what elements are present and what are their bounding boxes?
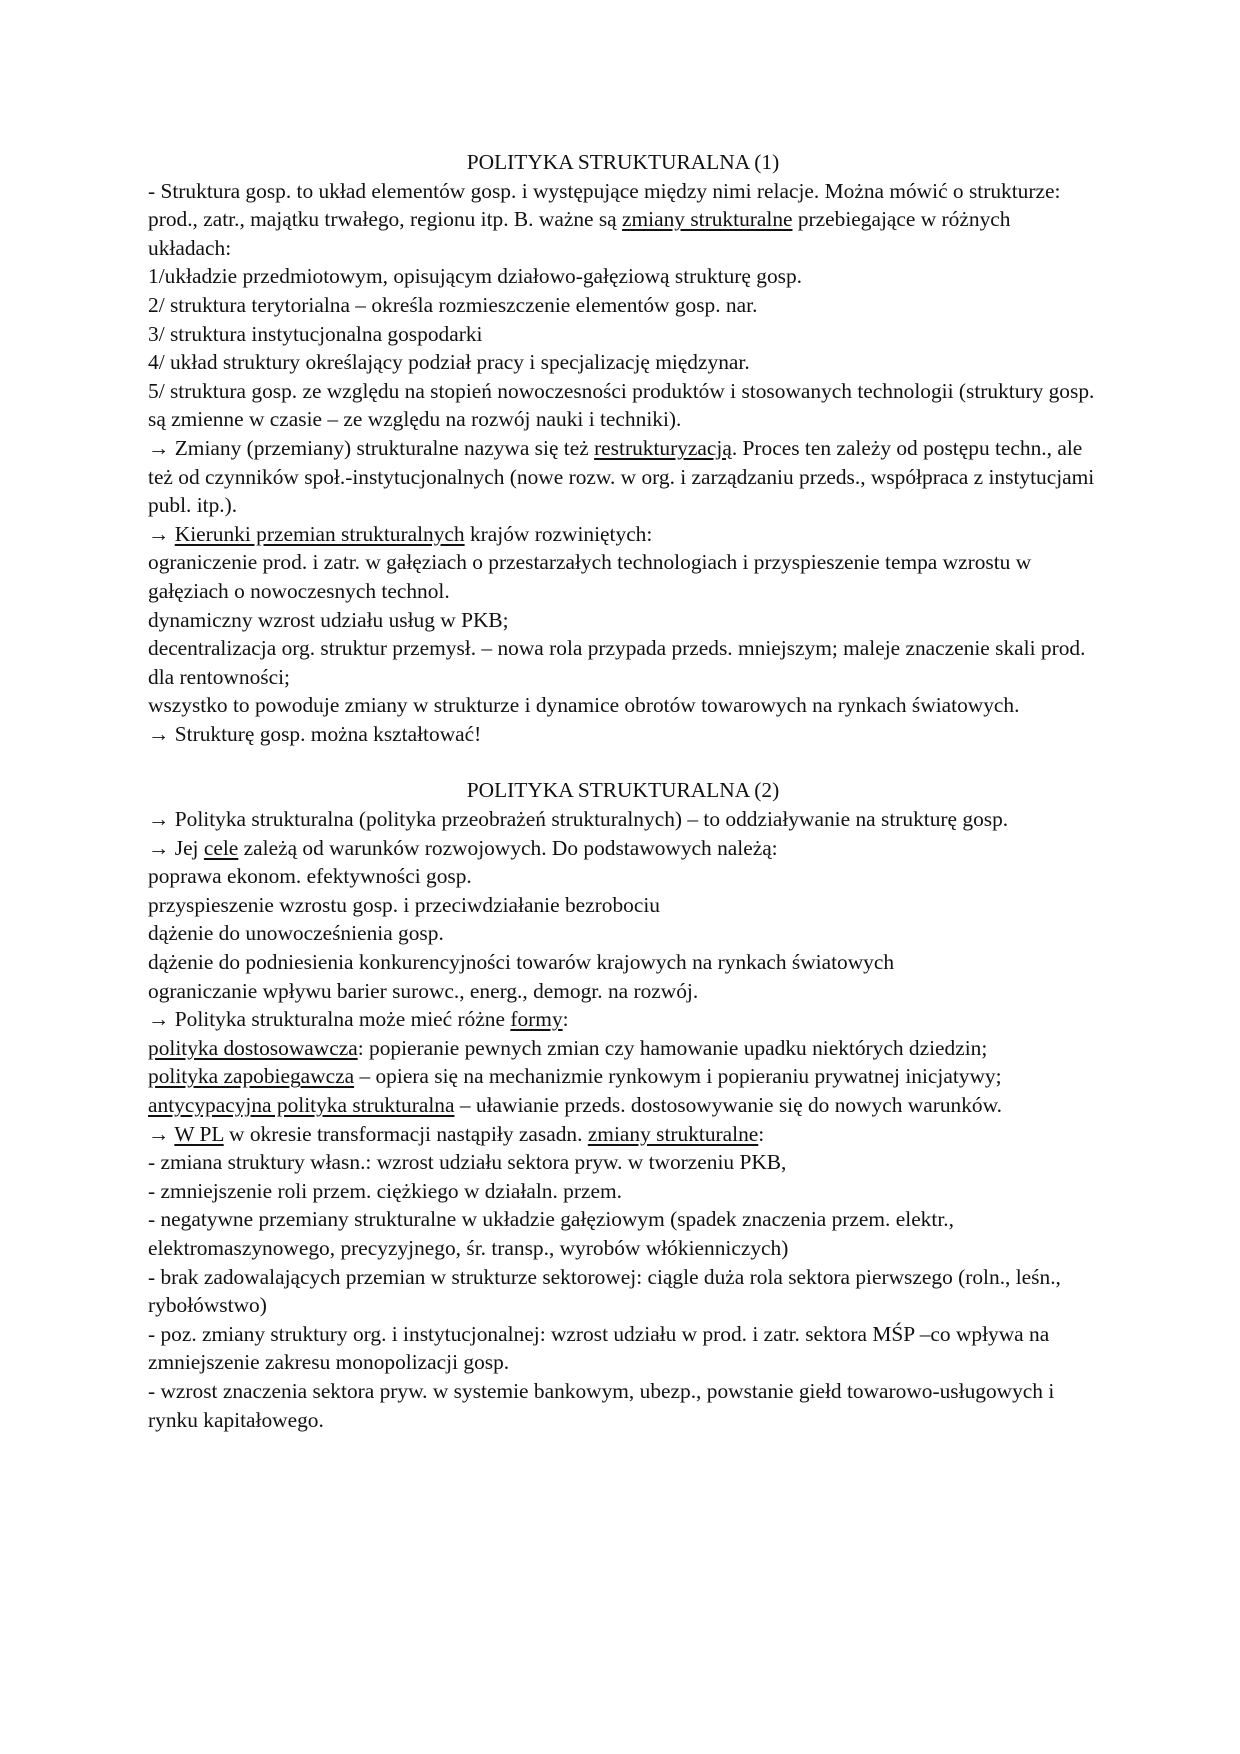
- underlined-term: cele: [203, 835, 239, 860]
- list-item: polityka zapobiegawcza – opiera się na mechanizmie rynkowym i popieraniu prywatnej inicjatywy;: [148, 1064, 1002, 1089]
- list-item: dynamiczny wzrost udziału usług w PKB;: [148, 607, 509, 632]
- paragraph-structure-definition: - Struktura gosp. to układ elementów gosp. i występujące między nimi relacje. Można mówić o strukturze: prod., zatr., majątku trwałego, regionu itp. B. ważne są zmiany strukturalne przebiegające w różnych układach:: [148, 178, 1061, 260]
- list-item: antycypacyjna polityka strukturalna – uławianie przeds. dostosowywanie się do nowych warunków.: [148, 1093, 1003, 1117]
- underlined-term: zmiany strukturalne: [587, 1121, 759, 1146]
- underlined-term: polityka dostosowawcza: [148, 1035, 358, 1060]
- list-item: 2/ struktura terytorialna – określa rozmieszczenie elementów gosp. nar.: [148, 292, 758, 317]
- underlined-term: zmiany strukturalne: [622, 207, 793, 232]
- list-item: dążenie do unowocześnienia gosp.: [148, 921, 444, 946]
- list-item: polityka dostosowawcza: popieranie pewnych zmian czy hamowanie upadku niektórych dziedzin;: [148, 1035, 988, 1060]
- list-item: przyspieszenie wzrostu gosp. i przeciwdziałanie bezrobociu: [148, 892, 660, 917]
- list-item: 5/ struktura gosp. ze względu na stopień nowoczesności produktów i stosowanych technologii (struktury gosp. są zmienne w czasie – ze względu na rozwój nauki i techniki).: [148, 378, 1095, 432]
- underlined-term: restrukturyzacją: [594, 435, 732, 460]
- list-item: - negatywne przemiany strukturalne w układzie gałęziowym (spadek znaczenia przem. elektr., elektromaszynowego, precyzyjnego, śr. transp., wyrobów włókienniczych): [148, 1207, 954, 1260]
- list-item: 1/układzie przedmiotowym, opisującym działowo-gałęziową strukturę gosp.: [148, 264, 803, 289]
- list-item: 4/ układ struktury określający podział pracy i specjalizację międzynar.: [148, 350, 750, 375]
- list-item: ograniczenie prod. i zatr. w gałęziach o przestarzałych technologiach i przyspieszenie tempa wzrostu w gałęziach o nowoczesnych technol.: [148, 550, 1032, 603]
- underlined-term: formy: [510, 1007, 563, 1032]
- document-page: [148, 148, 1098, 1434]
- underlined-term: polityka zapobiegawcza: [148, 1064, 355, 1089]
- list-item: ograniczanie wpływu barier surowc., energ., demogr. na rozwój.: [148, 978, 699, 1003]
- paragraph-forms: → Polityka strukturalna może mieć różne formy:: [148, 1007, 569, 1032]
- list-item: - brak zadowalających przemian w strukturze sektorowej: ciągle duża rola sektora pierwszego (roln., leśn., rybołówstwo): [148, 1264, 1061, 1318]
- paragraph-policy-definition: → Polityka strukturalna (polityka przeobrażeń strukturalnych) – to oddziaływanie na strukturę gosp.: [148, 807, 1009, 832]
- section-2-title: POLITYKA STRUKTURALNA (2): [466, 778, 780, 803]
- paragraph-poland-changes: → W PL w okresie transformacji nastąpiły zasadn. zmiany strukturalne:: [148, 1121, 765, 1146]
- paragraph-restructuring: → Zmiany (przemiany) strukturalne nazywa się też restrukturyzacją. Proces ten zależy od postępu techn., ale też od czynników społ.-instytucjonalnych (nowe rozw. w org. i zarządzaniu przeds., współpraca z instytucjami publ. itp.).: [148, 435, 1095, 518]
- list-item: dążenie do podniesienia konkurencyjności towarów krajowych na rynkach światowych: [148, 950, 895, 975]
- section-1-title: POLITYKA STRUKTURALNA (1): [466, 150, 780, 174]
- list-item: - zmniejszenie roli przem. ciężkiego w działaln. przem.: [148, 1178, 622, 1203]
- section-1: [148, 148, 1098, 748]
- paragraph-goals: → Jej cele zależą od warunków rozwojowych. Do podstawowych należą:: [148, 835, 778, 860]
- list-item: - zmiana struktury własn.: wzrost udziału sektora pryw. w tworzeniu PKB,: [148, 1150, 787, 1175]
- list-item: decentralizacja org. struktur przemysł. – nowa rola przypada przeds. mniejszym; maleje znaczenie skali prod. dla rentowności;: [148, 636, 1086, 689]
- underlined-term: W PL: [174, 1121, 224, 1146]
- section-2: [148, 776, 1098, 1434]
- list-item: poprawa ekonom. efektywności gosp.: [148, 864, 472, 889]
- list-item: wszystko to powoduje zmiany w strukturze i dynamice obrotów towarowych na rynkach światowych.: [148, 693, 1020, 718]
- paragraph-directions: → Kierunki przemian strukturalnych krajów rozwiniętych:: [148, 521, 653, 546]
- list-item: 3/ struktura instytucjonalna gospodarki: [148, 321, 483, 346]
- underlined-term: Kierunki przemian strukturalnych: [174, 521, 465, 546]
- paragraph-conclusion: → Strukturę gosp. można kształtować!: [148, 721, 482, 746]
- list-item: - wzrost znaczenia sektora pryw. w systemie bankowym, ubezp., powstanie giełd towarowo-usługowych i rynku kapitałowego.: [148, 1378, 1055, 1432]
- underlined-term: antycypacyjna polityka strukturalna: [148, 1093, 455, 1117]
- list-item: - poz. zmiany struktury org. i instytucjonalnej: wzrost udziału w prod. i zatr. sektora MŚP –co wpływa na zmniejszenie zakresu monopolizacji gosp.: [148, 1321, 1050, 1375]
